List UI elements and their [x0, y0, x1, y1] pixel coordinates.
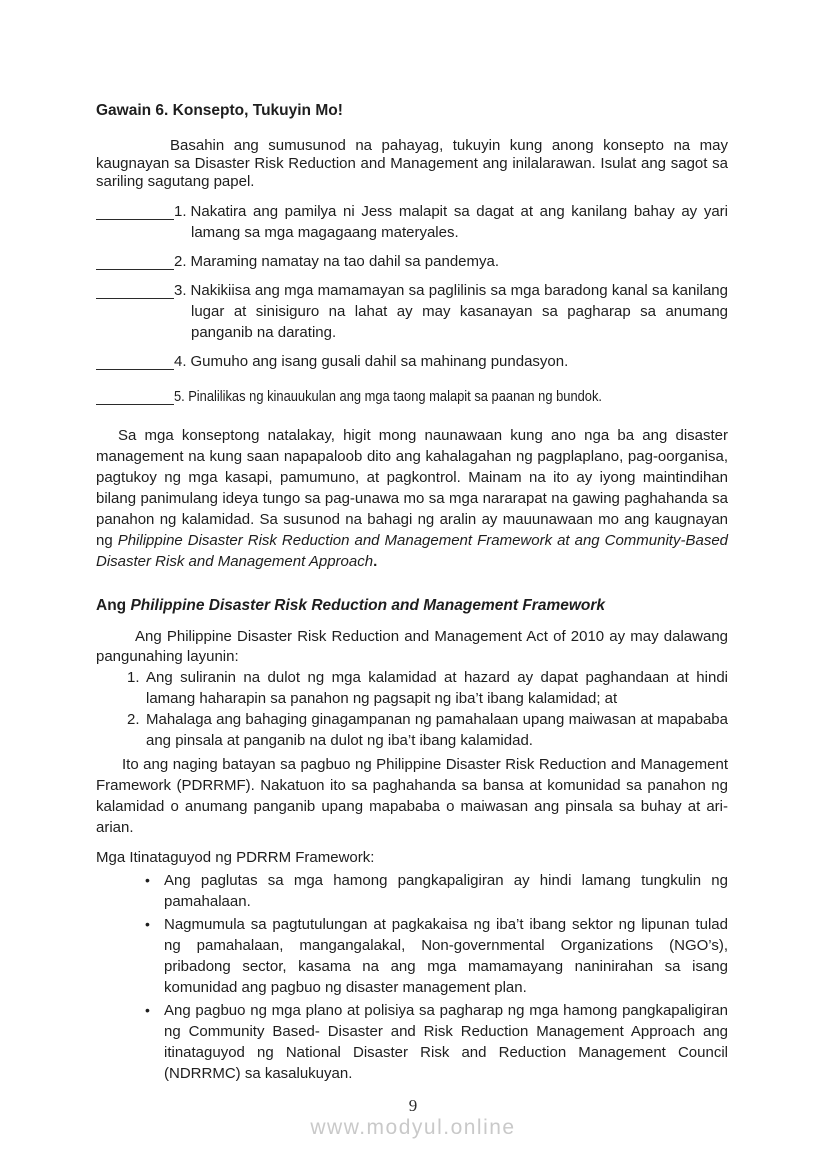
question-item-1 — [96, 201, 728, 243]
answer-blank — [96, 386, 174, 405]
site-watermark: www.modyul.online — [310, 1116, 516, 1139]
question-number: 2. — [174, 253, 187, 270]
summary-period: . — [373, 553, 378, 570]
question-text: Pinalilikas ng kinauukulan ang mga taong malapit sa paanan ng bundok. — [188, 388, 603, 405]
activity-title: Gawain 6. Konsepto, Tukuyin Mo! — [96, 102, 343, 119]
question-item-3 — [96, 280, 728, 343]
advocacy-bullet-text: Ang paglutas sa mga hamong pangkapaligiran ay hindi lamang tungkulin ng pamahalaan. — [164, 872, 728, 910]
page-content — [96, 100, 728, 1084]
question-item-5 — [96, 386, 728, 407]
question-item-4 — [96, 351, 728, 372]
objective-number: 1. — [127, 669, 140, 686]
summary-lead: Sa mga konseptong natalakay, higit mong naunawaan kung ano nga ba ang disaster management na kung saan napapaloob dito ang kahalagahan ng pagplaplano, pag-oorganisa, pagtukoy ng mga kasapi, pamumuno, at pagkontrol. Mainam na ito ay iyong maintindihan bilang panimulang ideya tungo sa pag-unawa mo sa mga nararapat na gawing paghahanda sa panahon ng kalamidad. Sa susunod na bahagi ng aralin ay mauunawaan mo ang kaugnayan ng — [96, 427, 728, 549]
framework-basis-paragraph: Ito ang naging batayan sa pagbuo ng Philippine Disaster Risk Reduction and Management Framework (PDRRMF). Nakatuon ito sa paghahanda sa bansa at komunidad sa panahon ng kalamidad o anumang panganib upang mapababa o maiwasan ang pinsala sa buhay at ari-arian. — [96, 756, 728, 836]
summary-emphasis: Philippine Disaster Risk Reduction and Management Framework at ang Community-Based Disaster Risk and Management Approach — [96, 532, 729, 570]
question-number: 5. — [174, 388, 185, 405]
advocacy-list-heading: Mga Itinataguyod ng PDRRM Framework: — [96, 849, 375, 866]
answer-blank — [96, 351, 174, 370]
question-text: Gumuho ang isang gusali dahil sa mahinang pundasyon. — [190, 353, 569, 370]
advocacy-bullet-2 — [96, 914, 728, 998]
heading-emphasis: Philippine Disaster Risk Reduction and Management Framework — [130, 597, 606, 614]
advocacy-bullet-1 — [96, 870, 728, 912]
objective-item-1 — [96, 667, 728, 709]
answer-blank — [96, 201, 174, 220]
objective-text: Ang suliranin na dulot ng mga kalamidad at hazard ay dapat paghandaan at hindi lamang haharapin sa panahon ng pagsapit ng iba’t ibang kalamidad; at — [146, 669, 728, 707]
question-number: 4. — [174, 353, 187, 370]
advocacy-bullet-3 — [96, 1000, 728, 1084]
question-item-2 — [96, 251, 728, 272]
advocacy-bullet-text: Ang pagbuo ng mga plano at polisiya sa pagharap ng mga hamong pangkapaligiran ng Community Based- Disaster and Risk Reduction Management Approach ang itinataguyod ng National Disaster Risk and Reduction Management Council (NDRRMC) sa kasalukuyan. — [164, 1002, 728, 1082]
objective-number: 2. — [127, 711, 140, 728]
activity-instructions: Basahin ang sumusunod na pahayag, tukuyin kung anong konsepto na may kaugnayan sa Disaster Risk Reduction and Management ang inilalarawan. Isulat ang sagot sa sariling sagutang papel. — [96, 137, 728, 190]
question-number: 3. — [174, 282, 187, 299]
answer-blank — [96, 280, 174, 299]
act-intro-paragraph: Ang Philippine Disaster Risk Reduction and Management Act of 2010 ay may dalawang pangunahing layunin: — [96, 628, 728, 665]
question-text: Nakikiisa ang mga mamamayan sa paglilinis sa mga baradong kanal sa kanilang lugar at sinisiguro na lahat ay may kasanayan sa pagharap sa anumang panganib na darating. — [190, 282, 728, 341]
answer-blank — [96, 251, 174, 270]
question-number: 1. — [174, 203, 187, 220]
question-text: Maraming namatay na tao dahil sa pandemya. — [190, 253, 500, 270]
heading-prefix: Ang — [96, 597, 131, 614]
summary-paragraph — [96, 425, 728, 572]
question-text: Nakatira ang pamilya ni Jess malapit sa dagat at ang kanilang bahay ay yari lamang sa mga magagaang materyales. — [190, 203, 728, 241]
objective-item-2 — [96, 709, 728, 751]
framework-section-heading — [96, 595, 728, 616]
page-number: 9 — [408, 1096, 418, 1115]
objective-text: Mahalaga ang bahaging ginagampanan ng pamahalaan upang maiwasan at mapababa ang pinsala at panganib na dulot ng iba’t ibang kalamidad. — [146, 711, 728, 749]
bullet-icon — [145, 1000, 164, 1084]
bullet-icon — [145, 870, 164, 912]
advocacy-bullet-text: Nagmumula sa pagtutulungan at pagkakaisa ng iba’t ibang sektor ng lipunan tulad ng pamahalaan, mangangalakal, Non-governmental Organizations (NGO’s), pribadong sector, kasama na ang mga mamamayang naninirahan sa isang komunidad ang pagbuo ng disaster management plan. — [164, 916, 728, 996]
bullet-icon — [145, 914, 164, 998]
